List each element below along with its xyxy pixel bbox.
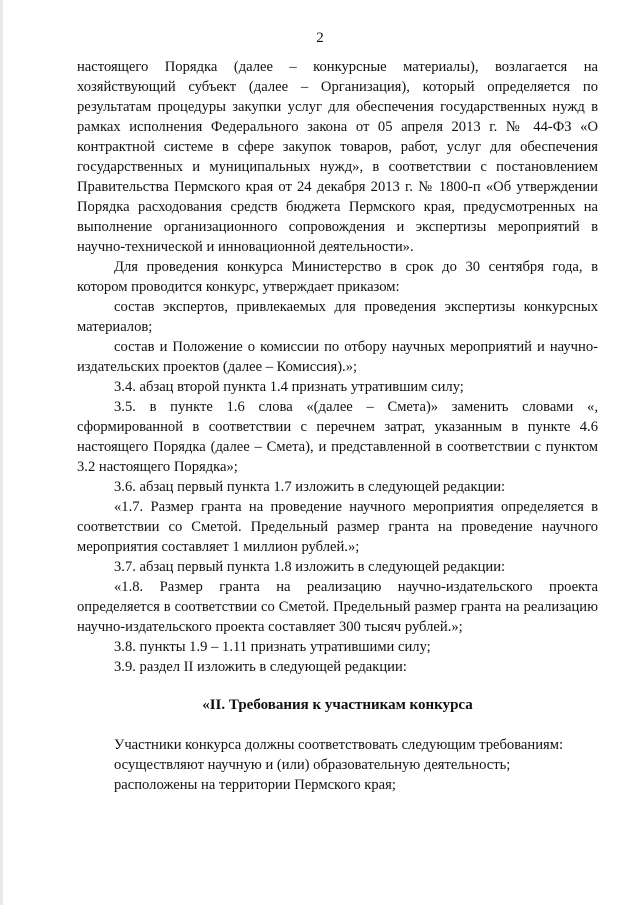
paragraph: 3.4. абзац второй пункта 1.4 признать утратившим силу; — [114, 379, 464, 395]
paragraph: «1.8. Размер гранта на реализацию научно-издательского проекта определяется в соответствии со Сметой. Предельный размер гранта на реализацию научно-издательского проекта составляет 300 тысяч рублей.»; — [77, 579, 598, 635]
paragraph: 3.9. раздел II изложить в следующей редакции: — [114, 659, 407, 675]
paragraph: 3.6. абзац первый пункта 1.7 изложить в следующей редакции: — [114, 479, 506, 495]
document-body — [77, 57, 598, 795]
paragraph: Участники конкурса должны соответствовать следующим требованиям: — [114, 737, 564, 753]
paragraph: расположены на территории Пермского края; — [114, 777, 396, 793]
paragraph: 3.5. в пункте 1.6 слова «(далее – Смета)» заменить словами «, сформированной в соответствии с перечнем затрат, указанным в пункте 4.6 настоящего Порядка (далее – Смета), и представленной в соответствии с пунктом 3.2 настоящего Порядка»; — [77, 399, 598, 475]
paragraph: состав экспертов, привлекаемых для проведения экспертизы конкурсных материалов; — [77, 299, 598, 335]
section-heading: «II. Требования к участникам конкурса — [202, 697, 473, 713]
paragraph: состав и Положение о комиссии по отбору научных мероприятий и научно-издательских проектов (далее – Комиссия).»; — [77, 339, 598, 375]
paragraph: осуществляют научную и (или) образовательную деятельность; — [114, 757, 511, 773]
paragraph: настоящего Порядка (далее – конкурсные материалы), возлагается на хозяйствующий субъект (далее – Организация), который определяется по результатам процедуры закупки услуг для обеспечения государственных нужд в рамках исполнения Федерального закона от 05 апреля 2013 г. № 44-ФЗ «О контрактной системе в сфере закупок товаров, работ, услуг для обеспечения государственных и муниципальных нужд», в соответствии с постановлением Правительства Пермского края от 24 декабря 2013 г. № 1800-п «Об утверждении Порядка расходования средств бюджета Пермского края, предусмотренных на выполнение организационного сопровождения и экспертизы мероприятий в научно-технической и инновационной деятельности». — [77, 59, 598, 255]
paragraph: 3.8. пункты 1.9 – 1.11 признать утратившими силу; — [114, 639, 431, 655]
paragraph: 3.7. абзац первый пункта 1.8 изложить в следующей редакции: — [114, 559, 506, 575]
page-number: 2 — [316, 30, 324, 46]
scan-edge — [0, 0, 3, 905]
paragraph: Для проведения конкурса Министерство в срок до 30 сентября года, в котором проводится конкурс, утверждает приказом: — [77, 259, 598, 295]
paragraph: «1.7. Размер гранта на проведение научного мероприятия определяется в соответствии со Сметой. Предельный размер гранта на проведение научного мероприятия составляет 1 миллион рублей.»; — [77, 499, 598, 555]
